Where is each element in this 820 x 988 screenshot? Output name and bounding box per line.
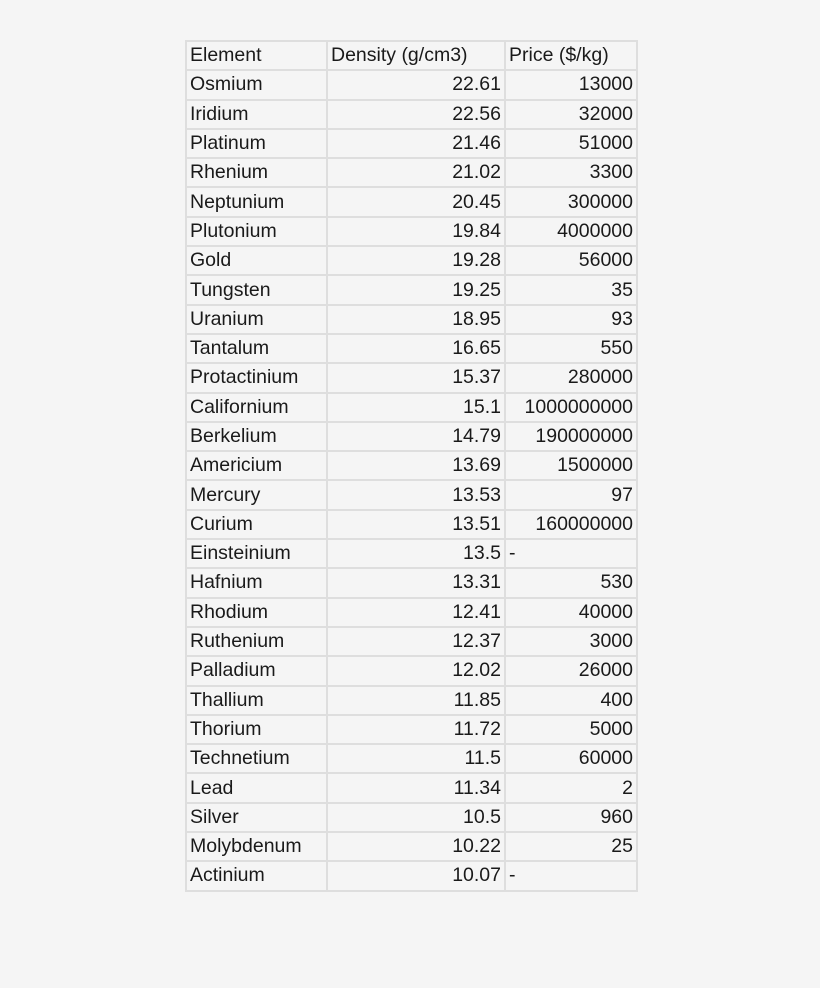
element-cell[interactable]: Silver (186, 803, 327, 832)
density-cell[interactable]: 15.37 (327, 363, 505, 392)
price-cell[interactable]: 35 (505, 275, 637, 304)
density-cell[interactable]: 15.1 (327, 393, 505, 422)
price-cell[interactable]: 3000 (505, 627, 637, 656)
price-cell[interactable]: 280000 (505, 363, 637, 392)
table-row (186, 246, 637, 275)
table-row (186, 158, 637, 187)
header-density[interactable]: Density (g/cm3) (327, 41, 505, 70)
table-row (186, 627, 637, 656)
element-cell[interactable]: Technetium (186, 744, 327, 773)
density-cell[interactable]: 18.95 (327, 305, 505, 334)
element-cell[interactable]: Osmium (186, 70, 327, 99)
density-cell[interactable]: 20.45 (327, 187, 505, 216)
element-cell[interactable]: Berkelium (186, 422, 327, 451)
density-cell[interactable]: 16.65 (327, 334, 505, 363)
element-cell[interactable]: Palladium (186, 656, 327, 685)
table-row (186, 187, 637, 216)
price-cell[interactable]: 32000 (505, 100, 637, 129)
density-cell[interactable]: 12.41 (327, 598, 505, 627)
element-cell[interactable]: Thallium (186, 686, 327, 715)
element-cell[interactable]: Lead (186, 773, 327, 802)
element-cell[interactable]: Protactinium (186, 363, 327, 392)
table-row (186, 832, 637, 861)
density-cell[interactable]: 19.28 (327, 246, 505, 275)
density-cell[interactable]: 13.31 (327, 568, 505, 597)
density-cell[interactable]: 10.07 (327, 861, 505, 890)
price-cell[interactable]: 93 (505, 305, 637, 334)
price-cell[interactable]: 51000 (505, 129, 637, 158)
element-cell[interactable]: Tungsten (186, 275, 327, 304)
density-cell[interactable]: 11.34 (327, 773, 505, 802)
price-cell[interactable]: 300000 (505, 187, 637, 216)
price-cell[interactable]: 56000 (505, 246, 637, 275)
table-row (186, 510, 637, 539)
table-row (186, 598, 637, 627)
table-row (186, 129, 637, 158)
table-row (186, 217, 637, 246)
price-cell[interactable]: 3300 (505, 158, 637, 187)
density-cell[interactable]: 10.22 (327, 832, 505, 861)
price-cell[interactable]: 1500000 (505, 451, 637, 480)
element-cell[interactable]: Mercury (186, 480, 327, 509)
element-cell[interactable]: Einsteinium (186, 539, 327, 568)
price-cell[interactable]: - (505, 539, 637, 568)
density-cell[interactable]: 13.69 (327, 451, 505, 480)
density-cell[interactable]: 14.79 (327, 422, 505, 451)
density-cell[interactable]: 13.51 (327, 510, 505, 539)
density-cell[interactable]: 12.02 (327, 656, 505, 685)
table-row (186, 363, 637, 392)
density-cell[interactable]: 10.5 (327, 803, 505, 832)
price-cell[interactable]: 1000000000 (505, 393, 637, 422)
price-cell[interactable]: 97 (505, 480, 637, 509)
element-cell[interactable]: Platinum (186, 129, 327, 158)
price-cell[interactable]: 550 (505, 334, 637, 363)
price-cell[interactable]: 530 (505, 568, 637, 597)
price-cell[interactable]: 190000000 (505, 422, 637, 451)
element-cell[interactable]: Hafnium (186, 568, 327, 597)
table-row (186, 305, 637, 334)
table-row (186, 100, 637, 129)
element-cell[interactable]: Actinium (186, 861, 327, 890)
table-row (186, 686, 637, 715)
table-row (186, 656, 637, 685)
table-row (186, 70, 637, 99)
price-cell[interactable]: 60000 (505, 744, 637, 773)
density-cell[interactable]: 22.61 (327, 70, 505, 99)
table-row (186, 393, 637, 422)
table-row (186, 334, 637, 363)
table-row (186, 744, 637, 773)
table-row (186, 861, 637, 890)
density-cell[interactable]: 13.5 (327, 539, 505, 568)
price-cell[interactable]: 13000 (505, 70, 637, 99)
element-cell[interactable]: Californium (186, 393, 327, 422)
price-cell[interactable]: 160000000 (505, 510, 637, 539)
header-element[interactable]: Element (186, 41, 327, 70)
table-row (186, 803, 637, 832)
table-row (186, 275, 637, 304)
element-cell[interactable]: Rhodium (186, 598, 327, 627)
element-cell[interactable]: Rhenium (186, 158, 327, 187)
element-cell[interactable]: Uranium (186, 305, 327, 334)
price-cell[interactable]: - (505, 861, 637, 890)
element-cell[interactable]: Molybdenum (186, 832, 327, 861)
density-cell[interactable]: 13.53 (327, 480, 505, 509)
element-cell[interactable]: Thorium (186, 715, 327, 744)
density-cell[interactable]: 12.37 (327, 627, 505, 656)
density-cell[interactable]: 19.25 (327, 275, 505, 304)
table-row (186, 422, 637, 451)
element-cell[interactable]: Plutonium (186, 217, 327, 246)
price-cell[interactable]: 960 (505, 803, 637, 832)
table-row (186, 715, 637, 744)
spreadsheet-table (185, 40, 638, 892)
table-row (186, 773, 637, 802)
density-cell[interactable]: 19.84 (327, 217, 505, 246)
price-cell[interactable]: 5000 (505, 715, 637, 744)
density-cell[interactable]: 22.56 (327, 100, 505, 129)
price-cell[interactable]: 40000 (505, 598, 637, 627)
table-row (186, 480, 637, 509)
element-cell[interactable]: Tantalum (186, 334, 327, 363)
price-cell[interactable]: 26000 (505, 656, 637, 685)
element-cell[interactable]: Americium (186, 451, 327, 480)
table-row (186, 568, 637, 597)
element-cell[interactable]: Curium (186, 510, 327, 539)
density-cell[interactable]: 11.85 (327, 686, 505, 715)
price-cell[interactable]: 2 (505, 773, 637, 802)
price-cell[interactable]: 4000000 (505, 217, 637, 246)
price-cell[interactable]: 400 (505, 686, 637, 715)
element-cell[interactable]: Ruthenium (186, 627, 327, 656)
density-cell[interactable]: 21.02 (327, 158, 505, 187)
table-row (186, 539, 637, 568)
density-cell[interactable]: 21.46 (327, 129, 505, 158)
element-cell[interactable]: Neptunium (186, 187, 327, 216)
price-cell[interactable]: 25 (505, 832, 637, 861)
element-cell[interactable]: Iridium (186, 100, 327, 129)
element-cell[interactable]: Gold (186, 246, 327, 275)
density-cell[interactable]: 11.5 (327, 744, 505, 773)
header-row (186, 41, 637, 70)
density-cell[interactable]: 11.72 (327, 715, 505, 744)
header-price[interactable]: Price ($/kg) (505, 41, 637, 70)
table-body (186, 70, 637, 890)
table-row (186, 451, 637, 480)
